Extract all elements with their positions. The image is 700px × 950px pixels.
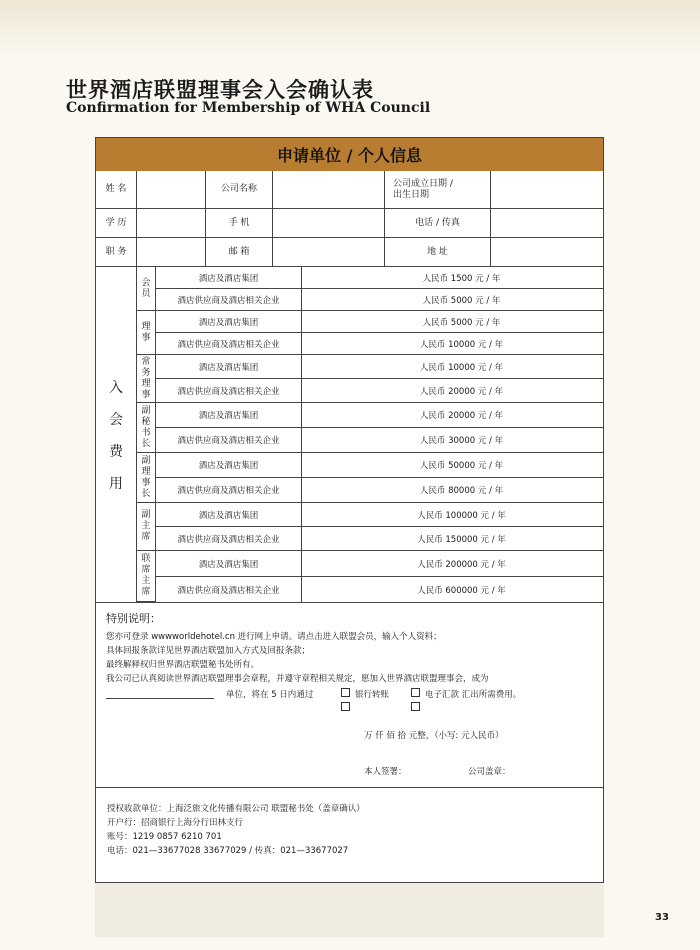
name-field[interactable] (137, 171, 206, 209)
fee-type: 酒店供应商及酒店相关企业 (156, 333, 302, 355)
fee-amount: 人民币 200000 元 / 年 (302, 551, 603, 577)
notes-line: 您亦可登录 wwwworldehotel.cn 进行网上申请。请点击进入联盟会员，输入个人资料； (106, 632, 442, 642)
fee-table (137, 267, 603, 602)
address-label: 地 址 (385, 238, 491, 267)
fee-label-char: 会 (109, 411, 123, 428)
special-notes (96, 603, 603, 788)
fee-type: 酒店供应商及酒店相关企业 (156, 478, 302, 503)
postal-label: 邮 箱 (206, 238, 273, 267)
bank-transfer-label: 银行转账 (355, 690, 390, 700)
fee-category: 理事 (137, 311, 156, 355)
fee-type: 酒店供应商及酒店相关企业 (156, 379, 302, 403)
top-band (0, 0, 700, 58)
fee-category: 副主席 (137, 503, 156, 551)
checkbox-e-remit[interactable] (411, 688, 420, 697)
notes-line: 最终解释权归世界酒店联盟秘书处所有。 (106, 660, 260, 670)
mobile-field[interactable] (273, 209, 385, 238)
fee-amount: 人民币 20000 元 / 年 (302, 379, 603, 403)
fee-type: 酒店供应商及酒店相关企业 (156, 428, 302, 453)
page-subtitle: Confirmation for Membership of WHA Council (66, 100, 431, 116)
phone-fax-label: 电话 / 传真 (385, 209, 491, 238)
fee-type: 酒店及酒店集团 (156, 403, 302, 428)
notes-title: 特别说明： (106, 612, 161, 625)
founded-date-label: 公司成立日期 / 出生日期 (385, 171, 491, 209)
mobile-label: 手 机 (206, 209, 273, 238)
form-header: 申请单位 / 个人信息 (96, 138, 603, 171)
signature-label: 本人签署： (364, 767, 407, 777)
member-level-field[interactable] (106, 690, 214, 699)
fee-type: 酒店及酒店集团 (156, 311, 302, 333)
page-number: 33 (655, 912, 669, 923)
payee-line: 账号：1219 0857 6210 701 (107, 832, 222, 842)
education-field[interactable] (137, 209, 206, 238)
phone-fax-field[interactable] (491, 209, 603, 238)
fee-section-label (96, 267, 137, 602)
fee-category: 联席主席 (137, 551, 156, 602)
fee-amount: 人民币 50000 元 / 年 (302, 453, 603, 478)
member-level-line (106, 688, 313, 700)
founded-date-field[interactable] (491, 171, 603, 209)
address-field[interactable] (491, 238, 603, 267)
education-label: 学 历 (96, 209, 137, 238)
fee-type: 酒店供应商及酒店相关企业 (156, 577, 302, 602)
company-seal-label: 公司盖章： (468, 767, 511, 777)
company-label: 公司名称 (206, 171, 273, 209)
payee-line: 开户行：招商银行上海分行田林支行 (107, 818, 244, 828)
fee-type: 酒店及酒店集团 (156, 267, 302, 289)
fee-amount: 人民币 10000 元 / 年 (302, 333, 603, 355)
checkbox-e-remit-alt[interactable] (411, 702, 420, 711)
fee-amount: 人民币 100000 元 / 年 (302, 503, 603, 527)
fee-amount: 人民币 5000 元 / 年 (302, 311, 603, 333)
unit-text: 单位，将在 5 日内通过 (226, 690, 314, 700)
checkbox-bank-transfer[interactable] (341, 688, 350, 697)
fee-type: 酒店供应商及酒店相关企业 (156, 289, 302, 311)
fee-type: 酒店及酒店集团 (156, 453, 302, 478)
checkbox-bank-transfer-alt[interactable] (341, 702, 350, 711)
page-title: 世界酒店联盟理事会入会确认表 (66, 77, 374, 102)
fee-label-char: 费 (109, 443, 123, 460)
position-label: 职 务 (96, 238, 137, 267)
fee-amount: 人民币 600000 元 / 年 (417, 585, 506, 596)
company-field[interactable] (273, 171, 385, 209)
postal-field[interactable] (273, 238, 385, 267)
e-remit-label: 电子汇款 汇出所需费用。 (425, 690, 522, 700)
name-label: 姓 名 (96, 171, 137, 209)
membership-form (95, 137, 604, 883)
amount-line: 万 仟 佰 拾 元整，（小写: 元人民币） (364, 731, 504, 741)
fee-label-char: 用 (109, 475, 123, 492)
notes-line: 我公司已认真阅读世界酒店联盟理事会章程，并遵守章程相关规定，愿加入世界酒店联盟理事会，成为 (106, 674, 489, 684)
payee-info (96, 788, 603, 882)
fee-amount: 人民币 10000 元 / 年 (302, 355, 603, 379)
fee-category: 常务理事 (137, 355, 156, 403)
payee-line: 授权收款单位：上海泛旅文化传播有限公司 联盟秘书处（盖章确认） (107, 804, 365, 814)
fee-amount: 人民币 20000 元 / 年 (302, 403, 603, 428)
applicant-info-grid (96, 171, 603, 267)
fee-amount: 人民币 80000 元 / 年 (302, 478, 603, 503)
fee-amount: 人民币 30000 元 / 年 (302, 428, 603, 453)
fee-category: 副秘书长 (137, 403, 156, 453)
fee-category: 会员 (137, 267, 156, 311)
fee-amount: 人民币 1500 元 / 年 (302, 267, 603, 289)
payee-line: 电话：021—33677028 33677029 / 传真：021—33677027 (107, 846, 349, 856)
fee-type: 酒店及酒店集团 (156, 551, 302, 577)
fee-amount: 人民币 5000 元 / 年 (302, 289, 603, 311)
fee-type: 酒店供应商及酒店相关企业 (156, 527, 302, 551)
bottom-panel (95, 883, 604, 937)
membership-fee-section (96, 267, 603, 603)
position-field[interactable] (137, 238, 206, 267)
fee-type: 酒店及酒店集团 (156, 503, 302, 527)
fee-amount: 人民币 150000 元 / 年 (302, 527, 603, 551)
fee-category: 副理事长 (137, 453, 156, 503)
fee-label-char: 入 (109, 379, 123, 396)
notes-line: 具体回报条款详见世界酒店联盟加入方式及回报条款； (106, 646, 311, 656)
fee-type: 酒店及酒店集团 (156, 355, 302, 379)
